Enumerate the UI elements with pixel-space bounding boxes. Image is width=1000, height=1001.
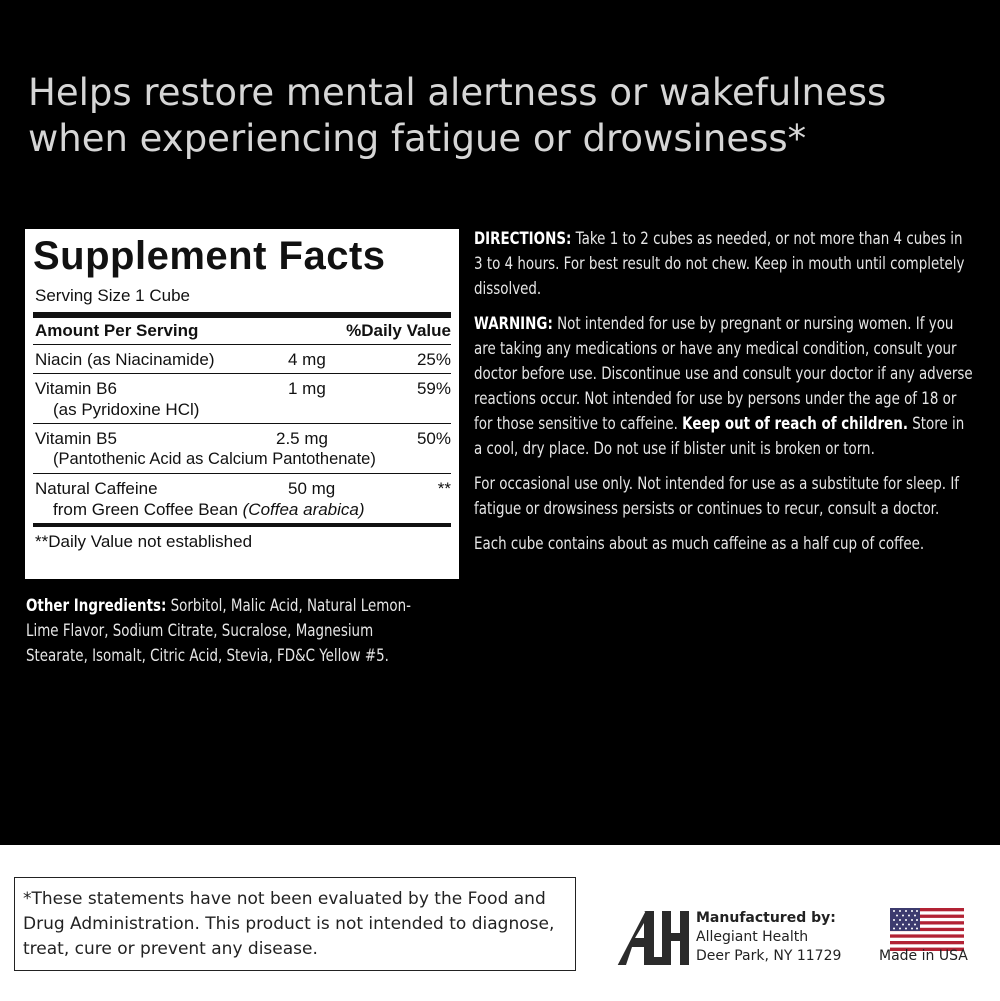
nutrient-dv: ** [437, 479, 451, 498]
other-ingredients [26, 594, 421, 669]
nutrient-name: Natural Caffeine [35, 479, 158, 498]
nutrient-amount: 1 mg [288, 379, 326, 398]
footer-panel [0, 845, 1000, 1001]
manufacturer-label: Manufactured by: [696, 910, 836, 926]
facts-row-niacin [33, 344, 451, 373]
headline-line-2: when experiencing fatigue or drowsiness* [28, 117, 807, 160]
nutrient-name: Vitamin B5 [35, 429, 117, 448]
facts-column-header [33, 318, 451, 344]
serving-size: Serving Size 1 Cube [35, 286, 190, 305]
headline [28, 70, 978, 162]
headline-line-1: Helps restore mental alertness or wakefulness [28, 71, 887, 114]
allegiant-health-logo-icon [614, 907, 692, 967]
facts-footnote: **Daily Value not established [33, 523, 451, 552]
nutrient-amount: 50 mg [288, 479, 336, 498]
nutrient-source [35, 499, 451, 520]
occasional-use-paragraph: For occasional use only. Not intended for use as a substitute for sleep. If fatigue or drowsiness persists or continues to recur, consult a doctor. [474, 474, 960, 519]
supplement-facts-panel [25, 229, 459, 579]
caffeine-note: Each cube contains about as much caffeine as a half cup of coffee. [474, 534, 925, 554]
facts-title: Supplement Facts [33, 234, 386, 278]
usage-text [474, 227, 975, 567]
manufacturer-info [696, 909, 841, 966]
warning-paragraph [474, 312, 975, 462]
fda-disclaimer: *These statements have not been evaluated by the Food and Drug Administration. This product is not intended to diagnose, treat, cure or prevent any disease. [14, 877, 576, 971]
nutrient-amount: 2.5 mg [276, 429, 328, 448]
directions-text: Take 1 to 2 cubes as needed, or not more than 4 cubes in 3 to 4 hours. For best result do not chew. Keep in mouth until completely dissolved. [474, 229, 965, 299]
nutrient-name: Niacin (as Niacinamide) [35, 350, 215, 369]
directions-paragraph [474, 227, 975, 302]
nutrient-source-text: from Green Coffee Bean [53, 500, 238, 519]
nutrient-dv: 59% [416, 379, 451, 398]
warning-label: WARNING: [474, 314, 553, 334]
other-ingredients-text: Sorbitol, Malic Acid, Natural Lemon-Lime Flavor, Sodium Citrate, Sucralose, Magnesium Stearate, Isomalt, Citric Acid, Stevia, FD&C Yellow #5. [26, 596, 411, 666]
nutrient-source: (as Pyridoxine HCl) [53, 400, 200, 419]
made-in-usa: Made in USA [879, 948, 968, 964]
warning-text: Not intended for use by pregnant or nursing women. If you are taking any medications or have any medical condition, consult your doctor before use. Discontinue use and consult your doctor if any adverse reactions occur. Not intended for use by persons under the age of 18 or for those sensitive to caffeine. [474, 314, 973, 434]
nutrient-source: (Pantothenic Acid as Calcium Pantothenate) [53, 450, 376, 468]
us-flag-icon [890, 908, 964, 951]
warning-children: Keep out of reach of children. [682, 414, 908, 434]
nutrient-name: Vitamin B6 [35, 379, 117, 398]
facts-row-vitamin-b5 [33, 423, 451, 473]
warning-text-end: Store in a cool, dry place. Do not use if blister unit is broken or torn. [474, 414, 965, 459]
other-ingredients-label: Other Ingredients: [26, 596, 167, 616]
nutrient-source-latin: (Coffea arabica) [242, 500, 365, 519]
manufacturer-name: Allegiant Health [696, 929, 809, 945]
nutrient-dv: 50% [416, 429, 451, 448]
nutrient-amount: 4 mg [288, 350, 326, 369]
facts-row-caffeine [33, 473, 451, 523]
facts-row-vitamin-b6 [33, 373, 451, 423]
nutrient-dv: 25% [416, 350, 451, 369]
daily-value-header: %Daily Value [346, 321, 451, 340]
directions-label: DIRECTIONS: [474, 229, 572, 249]
manufacturer-address: Deer Park, NY 11729 [696, 948, 842, 964]
amount-per-serving-header: Amount Per Serving [35, 321, 199, 340]
